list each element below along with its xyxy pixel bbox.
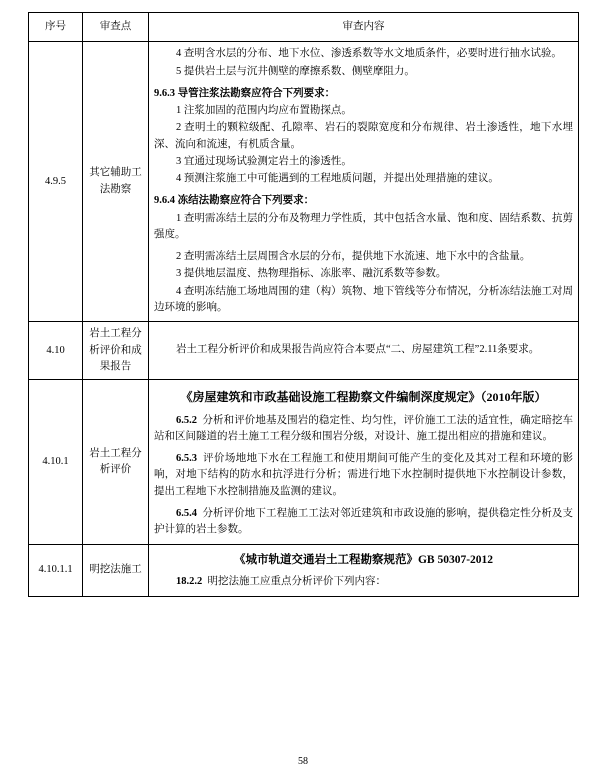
table-header	[29, 13, 579, 42]
row-review-point: 明挖法施工	[83, 544, 149, 596]
row-content	[149, 544, 579, 596]
content-item: 3 宜通过现场试验测定岩土的渗透性。	[176, 155, 352, 167]
clause-text: 评价场地地下水在工程施工和使用期间可能产生的变化及其对工程和环境的影响，对地下结构的防水和抗浮进行分析；需进行地下水控制时提供地下水控制设计参数，提出工程地下水控制措施及监测的建议。	[154, 453, 574, 497]
header-cell-no: 序号	[29, 13, 83, 42]
content-item: 1 查明需冻结土层的分布及物理力学性质，其中包括含水量、饱和度、固结系数、抗剪强度。	[154, 212, 573, 240]
content-item: 4 预测注浆施工中可能遇到的工程地质问题，并提出处理措施的建议。	[176, 173, 499, 185]
table-body	[29, 42, 579, 596]
clause-text: 分析和评价地基及围岩的稳定性、均匀性，评价施工工法的适宜性，确定暗挖车站和区间隧道的岩土施工工程分级和围岩分级，对设计、施工提出相应的措施和建议。	[154, 414, 574, 442]
table-row	[29, 322, 579, 380]
content-item: 2 查明土的颗粒级配、孔隙率、岩石的裂隙宽度和分布规律、岩土渗透性，地下水埋深、流向和流速，有机质含量。	[154, 122, 573, 150]
page-number: 58	[298, 756, 308, 767]
table-row	[29, 544, 579, 596]
clause-number: 6.5.2	[176, 414, 197, 426]
content-item: 3 提供地层温度、热物理指标、冻胀率、融沉系数等参数。	[176, 268, 447, 280]
row-review-point: 岩土工程分析评价和成果报告	[83, 322, 149, 380]
content-item	[154, 574, 573, 590]
table-row	[29, 42, 579, 322]
row-review-point: 其它辅助工法勘察	[83, 42, 149, 322]
clause-number: 18.2.2	[176, 576, 203, 588]
content-section: 9.6.4 冻结法勘察应符合下列要求：	[154, 195, 315, 207]
clause-number: 6.5.4	[176, 507, 197, 519]
content-item: 2 查明需冻结土层周围含水层的分布，提供地下水流速、地下水中的含盐量。	[176, 251, 531, 263]
table-header-row	[29, 13, 579, 42]
row-content	[149, 380, 579, 544]
table-row	[29, 380, 579, 544]
content-item: 1 注浆加固的范围内均应布置勘探点。	[176, 105, 352, 117]
review-points-table	[28, 12, 579, 597]
content-item	[154, 506, 573, 539]
row-content	[149, 322, 579, 380]
row-content	[149, 42, 579, 322]
content-item	[154, 451, 573, 500]
header-cell-point: 审查点	[83, 13, 149, 42]
header-cell-content: 审查内容	[149, 13, 579, 42]
row-number: 4.10.1	[29, 380, 83, 544]
clause-number: 6.5.3	[176, 453, 197, 465]
standard-title: 《房屋建筑和市政基础设施工程勘察文件编制深度规定》（2010年版）	[180, 390, 547, 405]
clause-text: 分析评价地下工程施工工法对邻近建筑和市政设施的影响，提供稳定性分析及支护计算的岩土参数。	[154, 507, 574, 536]
content-item: 岩土工程分析评价和成果报告尚应符合本要点“二、房屋建筑工程”2.11条要求。	[176, 344, 540, 356]
content-item: 4 查明冻结施工场地周围的建（构）筑物、地下管线等分布情况，分析冻结法施工对周边环境的影响。	[154, 285, 573, 313]
row-number: 4.9.5	[29, 42, 83, 322]
standard-title: 《城市轨道交通岩土工程勘察规范》GB 50307-2012	[233, 553, 494, 566]
clause-text: 明挖法施工应重点分析评价下列内容：	[207, 576, 386, 588]
row-number: 4.10	[29, 322, 83, 380]
row-number: 4.10.1.1	[29, 544, 83, 596]
row-review-point: 岩土工程分析评价	[83, 380, 149, 544]
content-item: 4 查明含水层的分布、地下水位、渗透系数等水文地质条件，必要时进行抽水试验。	[176, 48, 562, 60]
content-item	[154, 413, 573, 446]
content-item: 5 提供岩土层与沉井侧壁的摩擦系数、侧壁摩阻力。	[176, 65, 415, 77]
content-section: 9.6.3 导管注浆法勘察应符合下列要求：	[154, 87, 336, 99]
